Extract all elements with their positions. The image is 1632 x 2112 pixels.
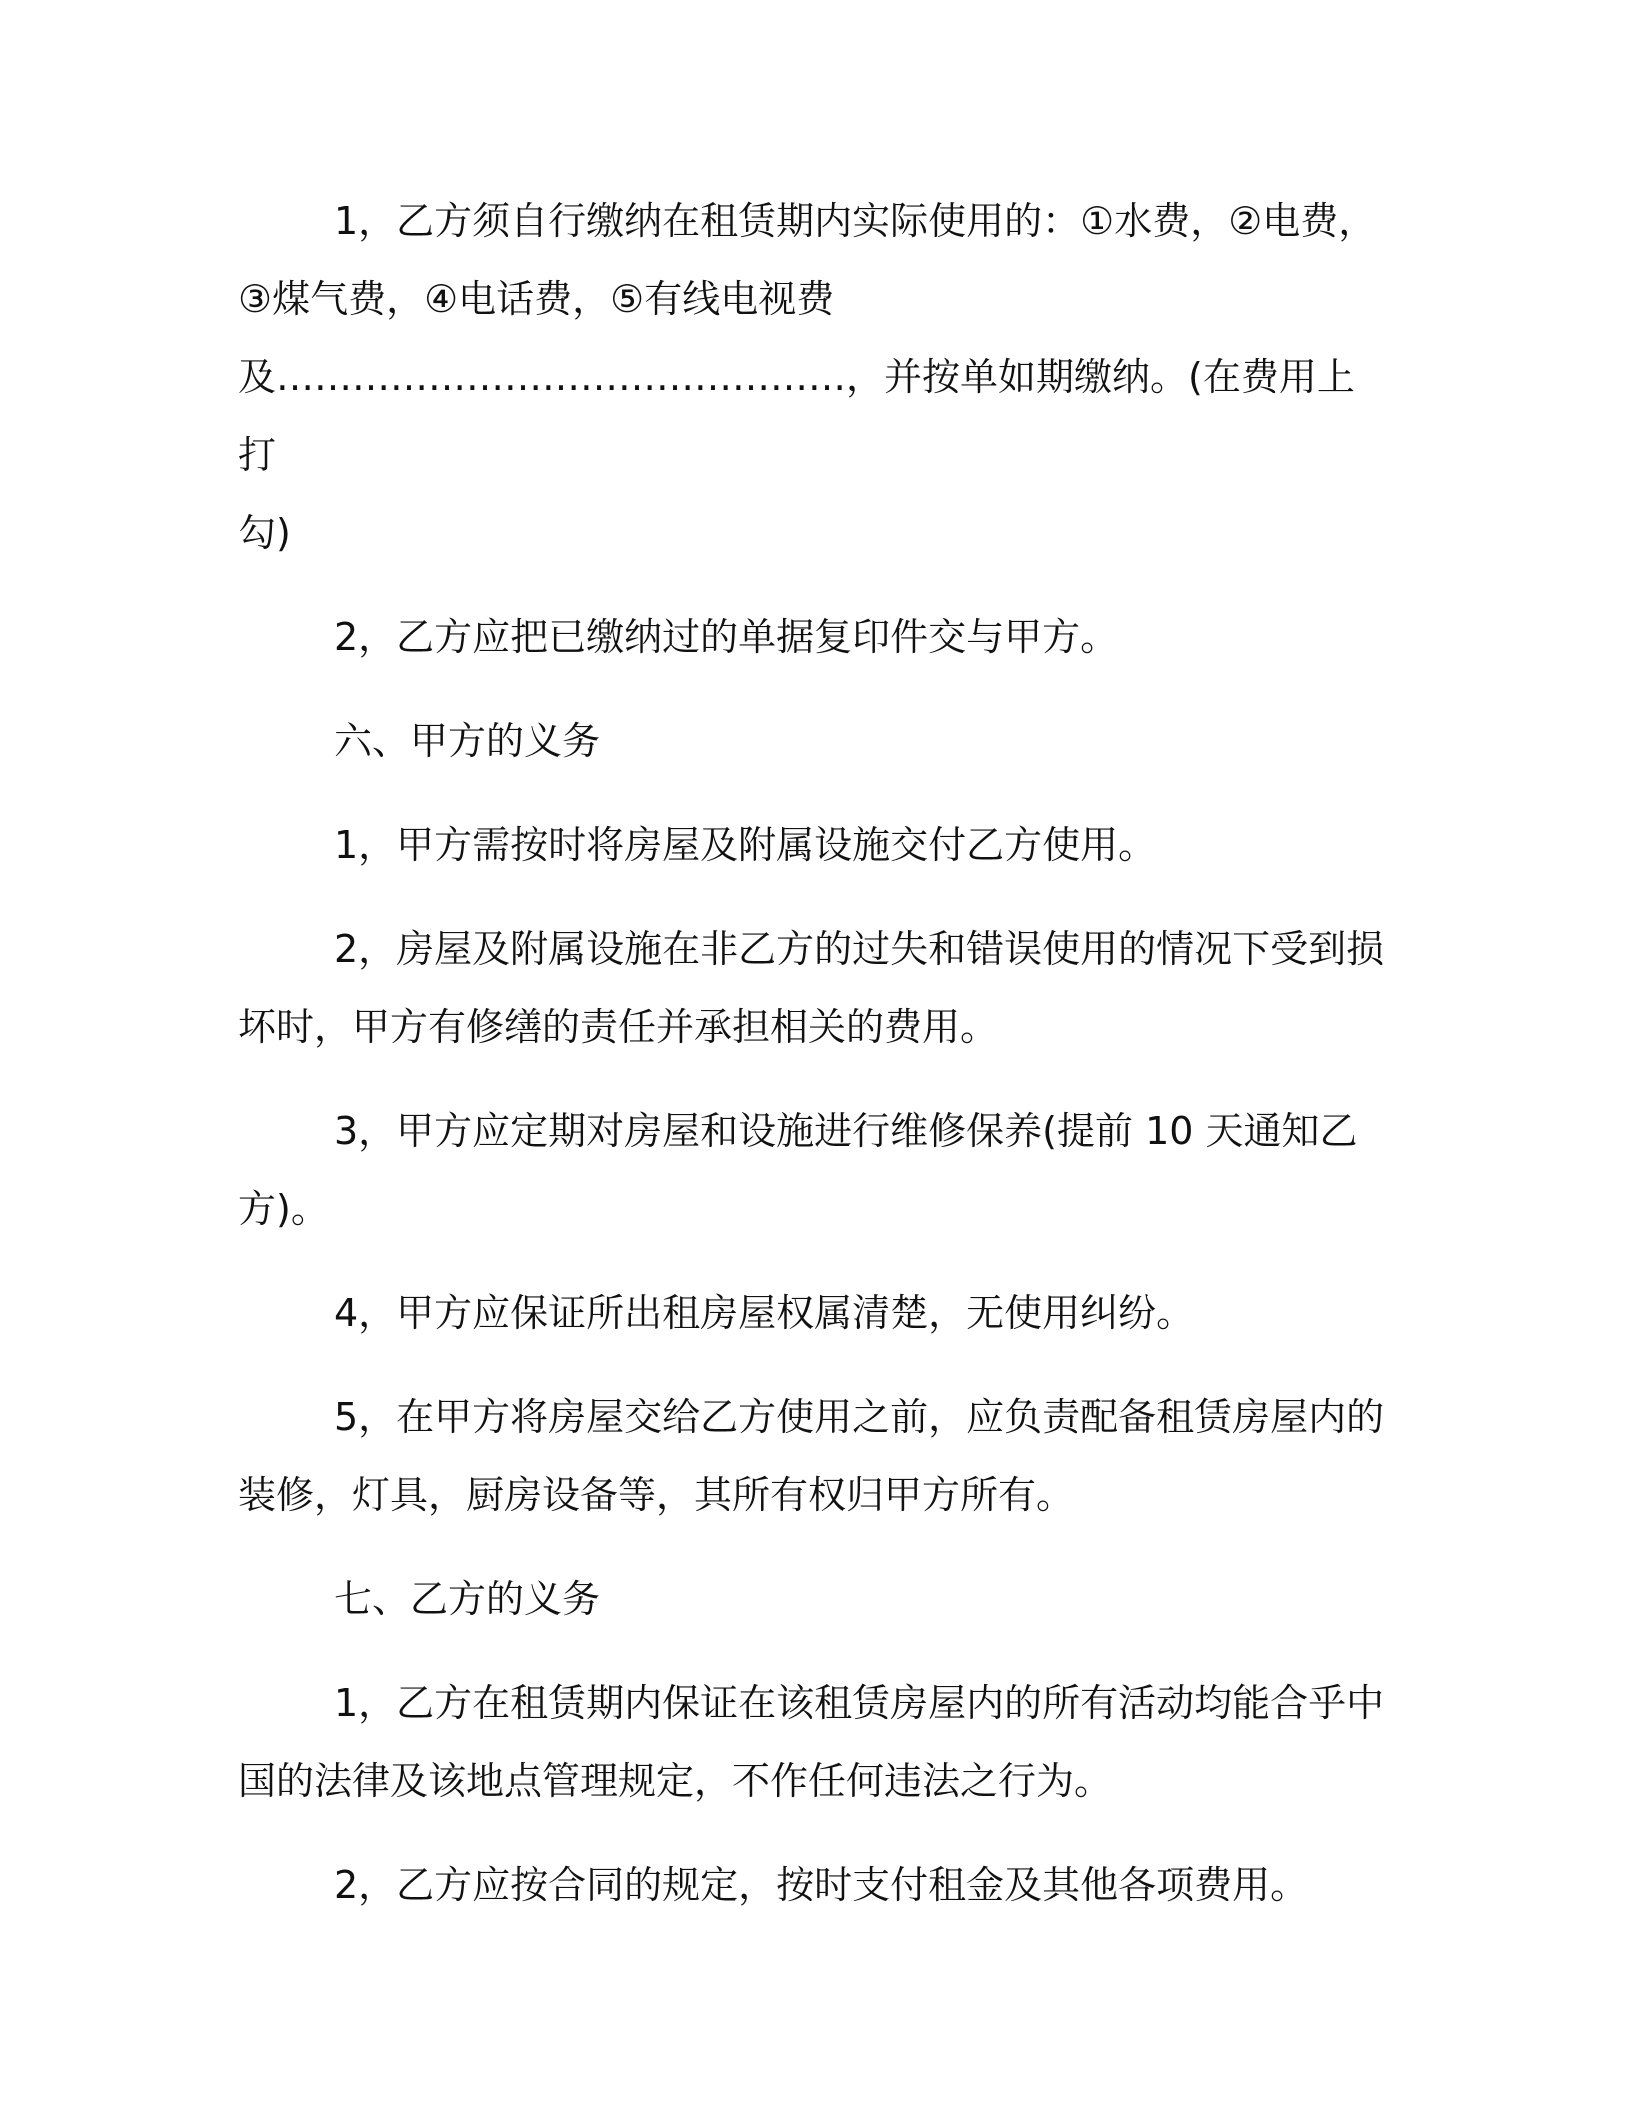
paragraph-line: 1，乙方在租赁期内保证在该租赁房屋内的所有活动均能合乎中 bbox=[334, 1681, 1385, 1725]
paragraph-pay-rent: 2，乙方应按合同的规定，按时支付租金及其他各项费用。 bbox=[334, 1863, 1309, 1907]
paragraph-line: 2，房屋及附属设施在非乙方的过失和错误使用的情况下受到损 bbox=[334, 927, 1385, 971]
document-body bbox=[238, 182, 1388, 1950]
paragraph-line: 勾) bbox=[238, 511, 291, 555]
paragraph-repair-responsibility bbox=[238, 910, 1388, 1066]
paragraph-line: 坏时，甲方有修缮的责任并承担相关的费用。 bbox=[238, 1005, 999, 1049]
paragraph-line: 1，乙方须自行缴纳在租赁期内实际使用的：①水费，②电费， bbox=[334, 199, 1377, 243]
paragraph-deliver-house: 1，甲方需按时将房屋及附属设施交付乙方使用。 bbox=[334, 823, 1157, 867]
paragraph-receipts: 2，乙方应把已缴纳过的单据复印件交与甲方。 bbox=[334, 615, 1119, 659]
paragraph-line: 5，在甲方将房屋交给乙方使用之前，应负责配备租赁房屋内的 bbox=[334, 1395, 1385, 1439]
paragraph-line: 国的法律及该地点管理规定，不作任何违法之行为。 bbox=[238, 1759, 1113, 1803]
paragraph-maintenance: 3，甲方应定期对房屋和设施进行维修保养(提前 10 天通知乙方)。 bbox=[238, 1109, 1358, 1231]
paragraph-line: 及………………………………………，并按单如期缴纳。(在费用上打 bbox=[238, 355, 1355, 477]
section-heading-party-a-duties: 六、甲方的义务 bbox=[334, 719, 601, 763]
paragraph-utility-fees bbox=[238, 182, 1388, 572]
paragraph-ownership-clear: 4，甲方应保证所出租房屋权属清楚，无使用纠纷。 bbox=[334, 1291, 1195, 1335]
paragraph-line: 装修，灯具，厨房设备等，其所有权归甲方所有。 bbox=[238, 1473, 1075, 1517]
paragraph-lawful-activity bbox=[238, 1664, 1388, 1820]
section-heading-party-b-duties: 七、乙方的义务 bbox=[334, 1577, 601, 1621]
paragraph-furnishing bbox=[238, 1378, 1388, 1534]
paragraph-line: ③煤气费，④电话费，⑤有线电视费 bbox=[238, 277, 835, 321]
